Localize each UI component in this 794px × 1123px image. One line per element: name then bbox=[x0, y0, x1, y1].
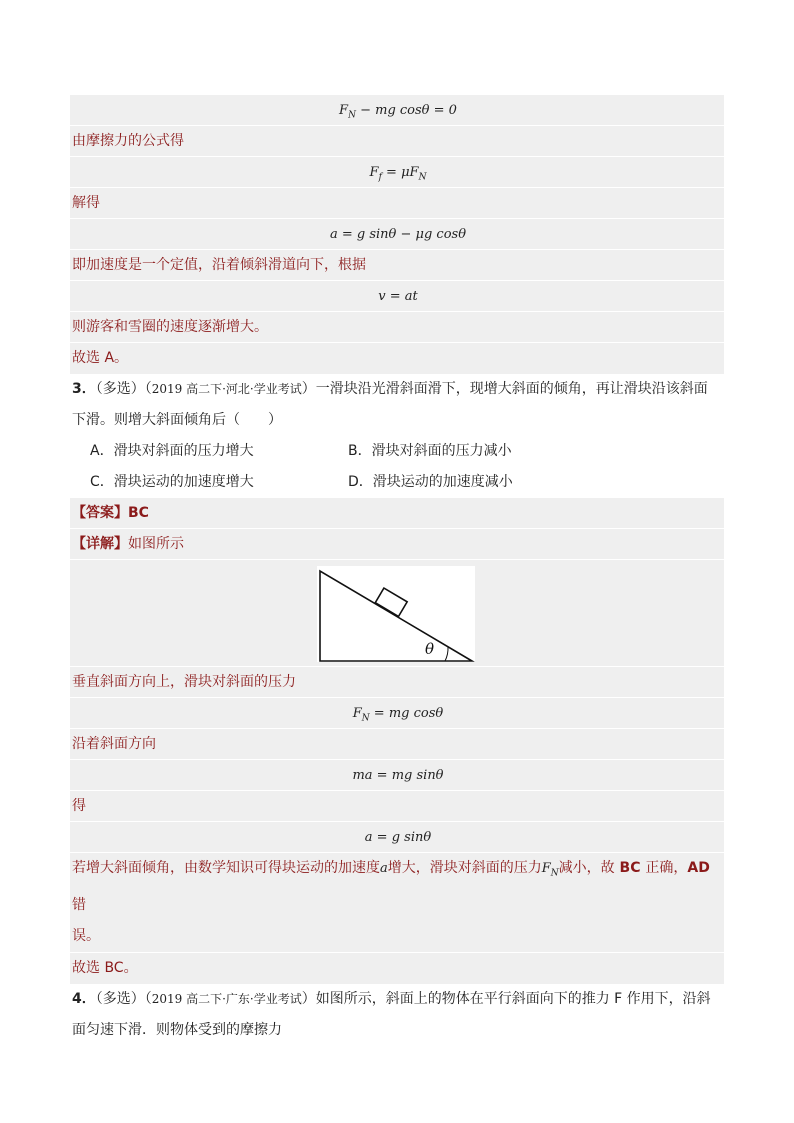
detail-text: 如图所示 bbox=[128, 536, 184, 552]
math-FN: $F_N$ bbox=[541, 861, 559, 879]
text-line: 即加速度是一个定值，沿着倾斜滑道向下，根据 bbox=[70, 250, 724, 281]
text-span: 误。 bbox=[72, 927, 100, 944]
text-line: 由摩擦力的公式得 bbox=[70, 126, 724, 157]
question-source: 2019 高二下·河北·学业考试 bbox=[151, 382, 302, 396]
figure-row bbox=[70, 560, 724, 667]
formula-subscript: N bbox=[348, 110, 356, 121]
formula-rest: − mg cosθ = 0 bbox=[355, 103, 457, 118]
question-4 bbox=[70, 984, 724, 1046]
document-page bbox=[70, 95, 724, 1046]
text-line: 则游客和雪圈的速度逐渐增大。 bbox=[70, 312, 724, 343]
question-tag: （多选）（ bbox=[95, 990, 152, 1007]
text-span: 增大，滑块对斜面的压力 bbox=[387, 860, 542, 876]
answer-value: BC bbox=[128, 505, 149, 521]
text-line: 得 bbox=[70, 791, 724, 822]
formula-friction bbox=[70, 157, 724, 188]
formula-subscript: N bbox=[418, 172, 427, 183]
incline-figure bbox=[317, 566, 475, 662]
theta-label: θ bbox=[425, 640, 435, 658]
formula-symbol: F bbox=[339, 103, 349, 118]
conclusion-line: 故选 BC。 bbox=[72, 959, 138, 976]
options-row-2 bbox=[70, 467, 724, 498]
detail-line bbox=[70, 529, 724, 560]
options-row-1 bbox=[70, 436, 724, 467]
option-b: B．滑块对斜面的压力减小 bbox=[348, 443, 512, 459]
detail-label: 【详解】 bbox=[72, 536, 128, 552]
formula-normal-force bbox=[70, 95, 724, 126]
solution-block-q3 bbox=[70, 498, 724, 984]
question-4-line-2: 面匀速下滑．则物体受到的摩擦力 bbox=[72, 1021, 282, 1038]
question-number: 3． bbox=[72, 381, 96, 397]
formula-symbol: F bbox=[352, 706, 362, 721]
question-3-line-2: 下滑。则增大斜面倾角后（ ） bbox=[72, 412, 282, 428]
question-3 bbox=[70, 374, 724, 436]
text-span: 减小，故 bbox=[558, 860, 615, 876]
question-3-line-1 bbox=[72, 374, 724, 405]
question-tag: （多选）（ bbox=[95, 381, 152, 397]
text-line: 垂直斜面方向上，滑块对斜面的压力 bbox=[70, 667, 724, 698]
formula-rest: = μF bbox=[381, 165, 419, 180]
text-span: 若增大斜面倾角，由数学知识可得块运动的加速度 bbox=[72, 860, 380, 876]
formula-rest: = mg cosθ bbox=[369, 706, 444, 721]
question-source: 2019 高二下·广东·学业考试 bbox=[151, 991, 302, 1006]
question-text: ）如图所示，斜面上的物体在平行斜面向下的推力 F 作用下，沿斜 bbox=[301, 990, 711, 1007]
question-number: 4． bbox=[72, 990, 96, 1007]
incline-diagram bbox=[317, 566, 475, 662]
text-bold: AD bbox=[687, 860, 710, 876]
option-a: A．滑块对斜面的压力增大 bbox=[90, 443, 254, 459]
formula-normal bbox=[70, 698, 724, 729]
text-line: 解得 bbox=[70, 188, 724, 219]
answer-label: 【答案】 bbox=[72, 505, 128, 521]
formula-symbol: F bbox=[369, 165, 379, 180]
question-text: ）一滑块沿光滑斜面滑下，现增大斜面的倾角，再让滑块沿该斜面 bbox=[301, 381, 708, 397]
text-span: 正确， bbox=[645, 860, 688, 876]
text-line: 沿着斜面方向 bbox=[70, 729, 724, 760]
analysis-paragraph bbox=[70, 853, 724, 953]
question-4-line-1 bbox=[72, 984, 724, 1015]
answer-line bbox=[70, 498, 724, 529]
option-c: C．滑块运动的加速度增大 bbox=[90, 474, 254, 490]
text-span: 错 bbox=[72, 896, 86, 913]
option-d: D．滑块运动的加速度减小 bbox=[348, 474, 513, 490]
formula-velocity: v = at bbox=[70, 281, 724, 312]
formula-subscript: f bbox=[378, 172, 382, 183]
conclusion-line: 故选 A。 bbox=[72, 350, 129, 366]
solution-block-q2 bbox=[70, 95, 724, 374]
formula-acc: a = g sinθ bbox=[70, 822, 724, 853]
formula-subscript: N bbox=[361, 713, 370, 724]
math-a: a bbox=[380, 861, 388, 876]
text-bold: BC bbox=[614, 860, 646, 876]
formula-newton: ma = mg sinθ bbox=[70, 760, 724, 791]
formula-acceleration: a = g sinθ − μg cosθ bbox=[70, 219, 724, 250]
